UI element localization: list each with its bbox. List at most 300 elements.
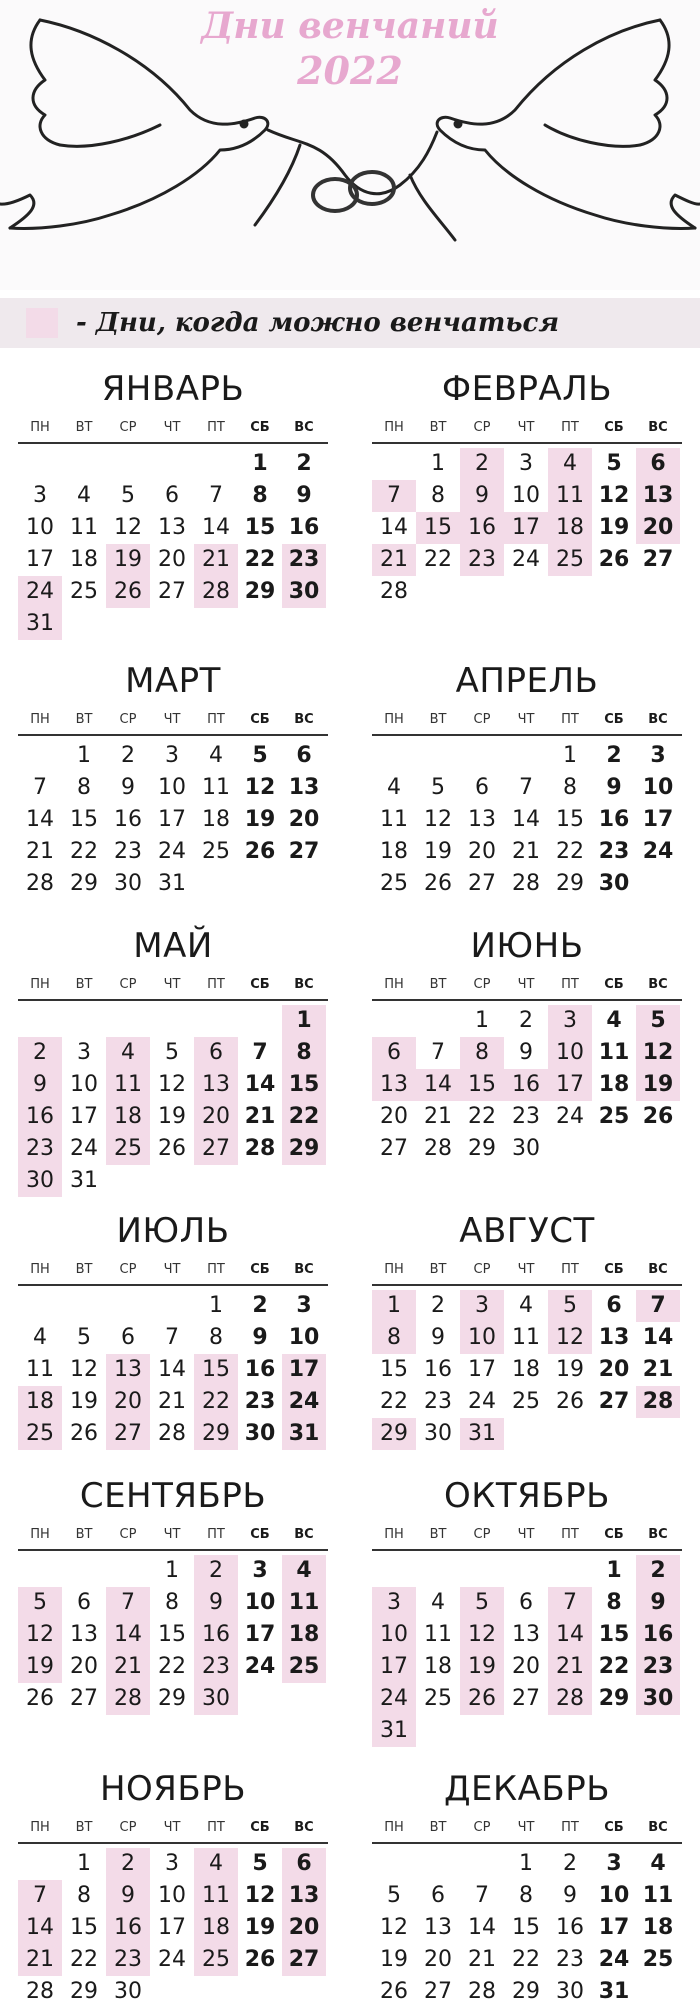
day-cell: 22	[556, 839, 584, 864]
day-cell-wedding-allowed: 28	[636, 1386, 680, 1418]
day-cell: 26	[424, 871, 452, 896]
day-cell: 25	[512, 1389, 540, 1414]
month-2	[372, 368, 682, 608]
weekday-label: ВТ	[429, 977, 447, 992]
day-cell: 13	[468, 807, 496, 832]
day-cell-wedding-allowed: 27	[282, 1944, 326, 1976]
day-cell-wedding-allowed: 7	[106, 1587, 150, 1619]
weekday-label: ВС	[294, 1527, 314, 1542]
day-cell: 7	[209, 483, 223, 508]
day-cell: 22	[380, 1389, 408, 1414]
day-cell-wedding-allowed: 19	[460, 1651, 504, 1683]
month-9	[18, 1475, 328, 1715]
day-cell-wedding-allowed: 11	[282, 1587, 326, 1619]
days-grid	[372, 448, 680, 608]
day-cell: 22	[70, 839, 98, 864]
day-cell: 8	[252, 483, 268, 508]
weekday-label: ПТ	[207, 420, 225, 435]
day-cell: 8	[77, 1883, 91, 1908]
day-cell: 15	[70, 807, 98, 832]
day-cell: 3	[606, 1851, 622, 1876]
day-cell: 7	[165, 1325, 179, 1350]
day-cell: 19	[244, 807, 276, 832]
month-3	[18, 660, 328, 900]
day-cell: 4	[77, 483, 91, 508]
day-cell: 13	[70, 1622, 98, 1647]
day-cell-wedding-allowed: 3	[548, 1005, 592, 1037]
day-cell: 9	[519, 1040, 533, 1065]
day-cell: 4	[650, 1851, 666, 1876]
weekday-label: СБ	[604, 712, 624, 727]
day-cell-wedding-allowed: 30	[194, 1683, 238, 1715]
weekday-label: СБ	[604, 420, 624, 435]
day-cell: 29	[70, 871, 98, 896]
day-cell-wedding-allowed: 29	[282, 1133, 326, 1165]
day-cell: 3	[165, 1851, 179, 1876]
weekday-label: ПН	[384, 712, 404, 727]
month-title: ДЕКАБРЬ	[443, 1769, 611, 1809]
day-cell-wedding-allowed: 14	[416, 1069, 460, 1101]
day-cell-wedding-allowed: 8	[282, 1037, 326, 1069]
weekday-label: ВТ	[75, 420, 93, 435]
weekday-label: ВТ	[429, 1820, 447, 1835]
day-cell: 12	[424, 807, 452, 832]
day-cell: 19	[556, 1357, 584, 1382]
day-cell: 14	[512, 807, 540, 832]
day-cell-wedding-allowed: 13	[282, 1880, 326, 1912]
day-cell: 4	[431, 1590, 445, 1615]
weekday-header	[372, 1816, 682, 1844]
day-cell: 2	[519, 1008, 533, 1033]
day-cell: 31	[70, 1168, 98, 1193]
day-cell: 17	[26, 547, 54, 572]
day-cell: 23	[424, 1389, 452, 1414]
day-cell: 10	[244, 1590, 276, 1615]
day-cell: 5	[431, 775, 445, 800]
day-cell-wedding-allowed: 10	[460, 1322, 504, 1354]
weekday-label: ЧТ	[517, 977, 535, 992]
day-cell: 3	[650, 743, 666, 768]
weekday-label: СБ	[250, 1262, 270, 1277]
weekday-label: ВС	[648, 1527, 668, 1542]
day-cell: 13	[598, 1325, 630, 1350]
day-cell-wedding-allowed: 31	[18, 608, 62, 640]
weekday-header	[18, 1816, 328, 1844]
day-cell: 30	[244, 1421, 276, 1446]
day-cell: 1	[165, 1558, 179, 1583]
month-title: СЕНТЯБРЬ	[79, 1476, 267, 1516]
days-grid	[372, 740, 680, 900]
day-cell: 28	[26, 1979, 54, 2004]
day-cell: 15	[380, 1357, 408, 1382]
day-cell: 5	[165, 1040, 179, 1065]
day-cell: 19	[70, 1389, 98, 1414]
day-cell: 12	[158, 1072, 186, 1097]
day-cell-wedding-allowed: 14	[548, 1619, 592, 1651]
weekday-label: СР	[473, 977, 491, 992]
day-cell-wedding-allowed: 21	[194, 544, 238, 576]
day-cell: 30	[114, 871, 142, 896]
weekday-label: ВС	[648, 1820, 668, 1835]
weekday-label: ЧТ	[163, 977, 181, 992]
day-cell: 22	[70, 1947, 98, 1972]
day-cell: 17	[468, 1357, 496, 1382]
weekday-label: ВС	[648, 420, 668, 435]
day-cell: 25	[598, 1104, 630, 1129]
weekday-label: ПН	[30, 712, 50, 727]
day-cell: 26	[26, 1686, 54, 1711]
day-cell: 23	[598, 839, 630, 864]
day-cell-wedding-allowed: 23	[282, 544, 326, 576]
day-cell: 5	[252, 743, 268, 768]
day-cell: 16	[424, 1357, 452, 1382]
day-cell: 6	[519, 1590, 533, 1615]
day-cell: 2	[606, 743, 622, 768]
day-cell: 8	[606, 1590, 622, 1615]
days-grid	[372, 1290, 680, 1450]
day-cell: 14	[380, 515, 408, 540]
days-grid	[18, 740, 326, 900]
weekday-header	[372, 708, 682, 736]
day-cell-wedding-allowed: 4	[194, 1848, 238, 1880]
day-cell-wedding-allowed: 27	[194, 1133, 238, 1165]
day-cell: 30	[598, 871, 630, 896]
day-cell-wedding-allowed: 1	[372, 1290, 416, 1322]
day-cell: 21	[158, 1389, 186, 1414]
day-cell: 30	[556, 1979, 584, 2004]
day-cell: 29	[244, 579, 276, 604]
day-cell: 28	[158, 1421, 186, 1446]
day-cell: 23	[114, 839, 142, 864]
day-cell-wedding-allowed: 21	[18, 1944, 62, 1976]
day-cell: 19	[244, 1915, 276, 1940]
day-cell: 28	[244, 1136, 276, 1161]
title-year: 2022	[297, 48, 403, 93]
day-cell: 2	[563, 1851, 577, 1876]
day-cell: 27	[512, 1686, 540, 1711]
day-cell: 7	[431, 1040, 445, 1065]
day-cell-wedding-allowed: 24	[282, 1386, 326, 1418]
month-11	[18, 1768, 328, 2008]
day-cell: 9	[563, 1883, 577, 1908]
weekday-label: СР	[473, 1527, 491, 1542]
day-cell: 28	[424, 1136, 452, 1161]
day-cell: 21	[26, 839, 54, 864]
day-cell-wedding-allowed: 21	[548, 1651, 592, 1683]
day-cell-wedding-allowed: 6	[372, 1037, 416, 1069]
days-grid	[18, 1555, 326, 1715]
day-cell: 16	[244, 1357, 276, 1382]
day-cell-wedding-allowed: 24	[18, 576, 62, 608]
weekday-label: ПН	[30, 1527, 50, 1542]
day-cell: 26	[380, 1979, 408, 2004]
month-1	[18, 368, 328, 640]
month-title: МАРТ	[125, 661, 221, 701]
day-cell: 1	[606, 1558, 622, 1583]
day-cell: 14	[642, 1325, 674, 1350]
day-cell-wedding-allowed: 14	[106, 1619, 150, 1651]
day-cell: 3	[252, 1558, 268, 1583]
day-cell-wedding-allowed: 10	[548, 1037, 592, 1069]
day-cell: 26	[642, 1104, 674, 1129]
day-cell: 10	[512, 483, 540, 508]
day-cell: 20	[288, 807, 320, 832]
weekday-header	[372, 416, 682, 444]
day-cell-wedding-allowed: 9	[460, 480, 504, 512]
day-cell: 1	[563, 743, 577, 768]
weekday-label: ВС	[294, 420, 314, 435]
day-cell: 24	[642, 839, 674, 864]
weekday-label: ПТ	[561, 712, 579, 727]
day-cell: 1	[209, 1293, 223, 1318]
day-cell: 4	[519, 1293, 533, 1318]
day-cell: 20	[380, 1104, 408, 1129]
day-cell-wedding-allowed: 5	[636, 1005, 680, 1037]
day-cell: 16	[114, 807, 142, 832]
day-cell: 2	[252, 1293, 268, 1318]
day-cell: 8	[431, 483, 445, 508]
day-cell: 27	[598, 1389, 630, 1414]
day-cell-wedding-allowed: 23	[18, 1133, 62, 1165]
days-grid	[18, 1290, 326, 1450]
month-4	[372, 660, 682, 900]
days-grid	[18, 1848, 326, 2008]
day-cell: 23	[556, 1947, 584, 1972]
weekday-label: ПН	[30, 977, 50, 992]
day-cell-wedding-allowed: 7	[372, 480, 416, 512]
weekday-label: ПТ	[207, 1820, 225, 1835]
weekday-header	[18, 416, 328, 444]
day-cell-wedding-allowed: 20	[194, 1101, 238, 1133]
day-cell-wedding-allowed: 18	[194, 1912, 238, 1944]
weekday-label: СР	[473, 712, 491, 727]
day-cell: 6	[606, 1293, 622, 1318]
weekday-label: ПТ	[207, 1262, 225, 1277]
weekday-label: ПТ	[561, 1262, 579, 1277]
day-cell: 10	[642, 775, 674, 800]
day-cell-wedding-allowed: 30	[636, 1683, 680, 1715]
weekday-label: ПТ	[561, 1820, 579, 1835]
day-cell-wedding-allowed: 24	[372, 1683, 416, 1715]
day-cell: 25	[642, 1947, 674, 1972]
day-cell: 25	[380, 871, 408, 896]
weekday-label: ВТ	[75, 1820, 93, 1835]
day-cell-wedding-allowed: 8	[460, 1037, 504, 1069]
month-8	[372, 1210, 682, 1450]
weekday-label: СР	[119, 1262, 137, 1277]
day-cell: 27	[158, 579, 186, 604]
weekday-label: ВС	[294, 712, 314, 727]
day-cell-wedding-allowed: 23	[636, 1651, 680, 1683]
weekday-header	[18, 1258, 328, 1286]
day-cell: 18	[202, 807, 230, 832]
day-cell: 5	[252, 1851, 268, 1876]
weekday-label: ПН	[384, 977, 404, 992]
day-cell: 22	[244, 547, 276, 572]
day-cell: 11	[424, 1622, 452, 1647]
day-cell-wedding-allowed: 2	[460, 448, 504, 480]
day-cell: 6	[165, 483, 179, 508]
day-cell-wedding-allowed: 14	[18, 1912, 62, 1944]
weekday-label: ПТ	[207, 977, 225, 992]
day-cell: 21	[424, 1104, 452, 1129]
weekday-label: ПН	[30, 420, 50, 435]
day-cell: 18	[512, 1357, 540, 1382]
day-cell-wedding-allowed: 29	[194, 1418, 238, 1450]
day-cell-wedding-allowed: 19	[106, 544, 150, 576]
weekday-label: ЧТ	[163, 420, 181, 435]
day-cell: 21	[512, 839, 540, 864]
day-cell: 24	[556, 1104, 584, 1129]
day-cell-wedding-allowed: 7	[548, 1587, 592, 1619]
day-cell-wedding-allowed: 6	[194, 1037, 238, 1069]
day-cell-wedding-allowed: 13	[636, 480, 680, 512]
day-cell: 11	[642, 1883, 674, 1908]
weekday-label: ПТ	[207, 712, 225, 727]
day-cell-wedding-allowed: 18	[548, 512, 592, 544]
day-cell-wedding-allowed: 16	[636, 1619, 680, 1651]
day-cell-wedding-allowed: 12	[18, 1619, 62, 1651]
day-cell: 10	[158, 1883, 186, 1908]
day-cell: 29	[556, 871, 584, 896]
day-cell-wedding-allowed: 2	[194, 1555, 238, 1587]
day-cell: 20	[598, 1357, 630, 1382]
weekday-label: СР	[119, 420, 137, 435]
day-cell-wedding-allowed: 16	[194, 1619, 238, 1651]
day-cell-wedding-allowed: 9	[106, 1880, 150, 1912]
day-cell: 13	[512, 1622, 540, 1647]
day-cell: 21	[642, 1357, 674, 1382]
month-title: МАЙ	[133, 926, 213, 966]
weekday-label: СБ	[604, 1262, 624, 1277]
day-cell-wedding-allowed: 11	[194, 1880, 238, 1912]
legend-text: - Дни, когда можно венчаться	[76, 308, 560, 338]
weekday-label: ВТ	[75, 1262, 93, 1277]
day-cell: 17	[244, 1622, 276, 1647]
day-cell: 22	[468, 1104, 496, 1129]
day-cell-wedding-allowed: 12	[460, 1619, 504, 1651]
day-cell-wedding-allowed: 13	[106, 1354, 150, 1386]
day-cell: 10	[26, 515, 54, 540]
day-cell-wedding-allowed: 10	[372, 1619, 416, 1651]
day-cell: 14	[202, 515, 230, 540]
day-cell-wedding-allowed: 21	[372, 544, 416, 576]
day-cell-wedding-allowed: 22	[194, 1386, 238, 1418]
day-cell: 3	[77, 1040, 91, 1065]
day-cell: 21	[244, 1104, 276, 1129]
day-cell-wedding-allowed: 16	[460, 512, 504, 544]
day-cell: 29	[158, 1686, 186, 1711]
day-cell: 1	[519, 1851, 533, 1876]
weekday-label: СР	[473, 1820, 491, 1835]
weekday-label: СР	[473, 420, 491, 435]
day-cell-wedding-allowed: 5	[548, 1290, 592, 1322]
day-cell: 18	[598, 1072, 630, 1097]
day-cell: 20	[512, 1654, 540, 1679]
day-cell: 8	[563, 775, 577, 800]
day-cell-wedding-allowed: 15	[416, 512, 460, 544]
weekday-label: ВТ	[429, 420, 447, 435]
day-cell: 23	[244, 1389, 276, 1414]
month-10	[372, 1475, 682, 1747]
day-cell: 31	[598, 1979, 630, 2004]
day-cell: 26	[70, 1421, 98, 1446]
day-cell: 3	[165, 743, 179, 768]
weekday-label: СР	[119, 1527, 137, 1542]
weekday-label: ПТ	[207, 1527, 225, 1542]
day-cell-wedding-allowed: 29	[372, 1418, 416, 1450]
weekday-header	[18, 708, 328, 736]
day-cell: 7	[252, 1040, 268, 1065]
weekday-label: ВС	[648, 712, 668, 727]
day-cell: 5	[606, 451, 622, 476]
days-grid	[372, 1848, 680, 2008]
day-cell: 3	[33, 483, 47, 508]
month-title: НОЯБРЬ	[99, 1769, 247, 1809]
weekday-label: ВС	[294, 1820, 314, 1835]
day-cell-wedding-allowed: 16	[504, 1069, 548, 1101]
day-cell: 22	[512, 1947, 540, 1972]
day-cell-wedding-allowed: 5	[460, 1587, 504, 1619]
weekday-label: ЧТ	[163, 712, 181, 727]
day-cell: 28	[512, 871, 540, 896]
month-12	[372, 1768, 682, 2008]
day-cell: 27	[70, 1686, 98, 1711]
day-cell: 11	[26, 1357, 54, 1382]
day-cell-wedding-allowed: 31	[372, 1715, 416, 1747]
day-cell: 15	[512, 1915, 540, 1940]
day-cell: 4	[33, 1325, 47, 1350]
day-cell: 15	[598, 1622, 630, 1647]
day-cell-wedding-allowed: 11	[548, 480, 592, 512]
day-cell: 22	[158, 1654, 186, 1679]
day-cell-wedding-allowed: 26	[106, 576, 150, 608]
weekday-header	[372, 973, 682, 1001]
legend-swatch	[26, 308, 58, 338]
day-cell: 30	[114, 1979, 142, 2004]
day-cell-wedding-allowed: 23	[106, 1944, 150, 1976]
day-cell: 25	[202, 839, 230, 864]
day-cell: 1	[77, 1851, 91, 1876]
day-cell-wedding-allowed: 17	[548, 1069, 592, 1101]
day-cell: 17	[158, 807, 186, 832]
weekday-label: ЧТ	[163, 1262, 181, 1277]
day-cell: 18	[380, 839, 408, 864]
day-cell-wedding-allowed: 15	[194, 1354, 238, 1386]
weekday-label: СБ	[604, 977, 624, 992]
day-cell-wedding-allowed: 22	[282, 1101, 326, 1133]
day-cell: 11	[70, 515, 98, 540]
day-cell: 17	[158, 1915, 186, 1940]
day-cell: 1	[77, 743, 91, 768]
day-cell: 18	[424, 1654, 452, 1679]
weekday-label: СБ	[250, 712, 270, 727]
days-grid	[18, 1005, 326, 1197]
weekday-label: СР	[119, 977, 137, 992]
day-cell: 10	[598, 1883, 630, 1908]
day-cell-wedding-allowed: 15	[460, 1069, 504, 1101]
weekday-label: СР	[473, 1262, 491, 1277]
day-cell: 28	[380, 579, 408, 604]
day-cell-wedding-allowed: 7	[636, 1290, 680, 1322]
month-title: ИЮНЬ	[470, 926, 584, 966]
day-cell: 18	[70, 547, 98, 572]
day-cell: 29	[512, 1979, 540, 2004]
day-cell: 9	[252, 1325, 268, 1350]
day-cell: 6	[475, 775, 489, 800]
weekday-label: ВТ	[429, 712, 447, 727]
day-cell: 5	[387, 1883, 401, 1908]
